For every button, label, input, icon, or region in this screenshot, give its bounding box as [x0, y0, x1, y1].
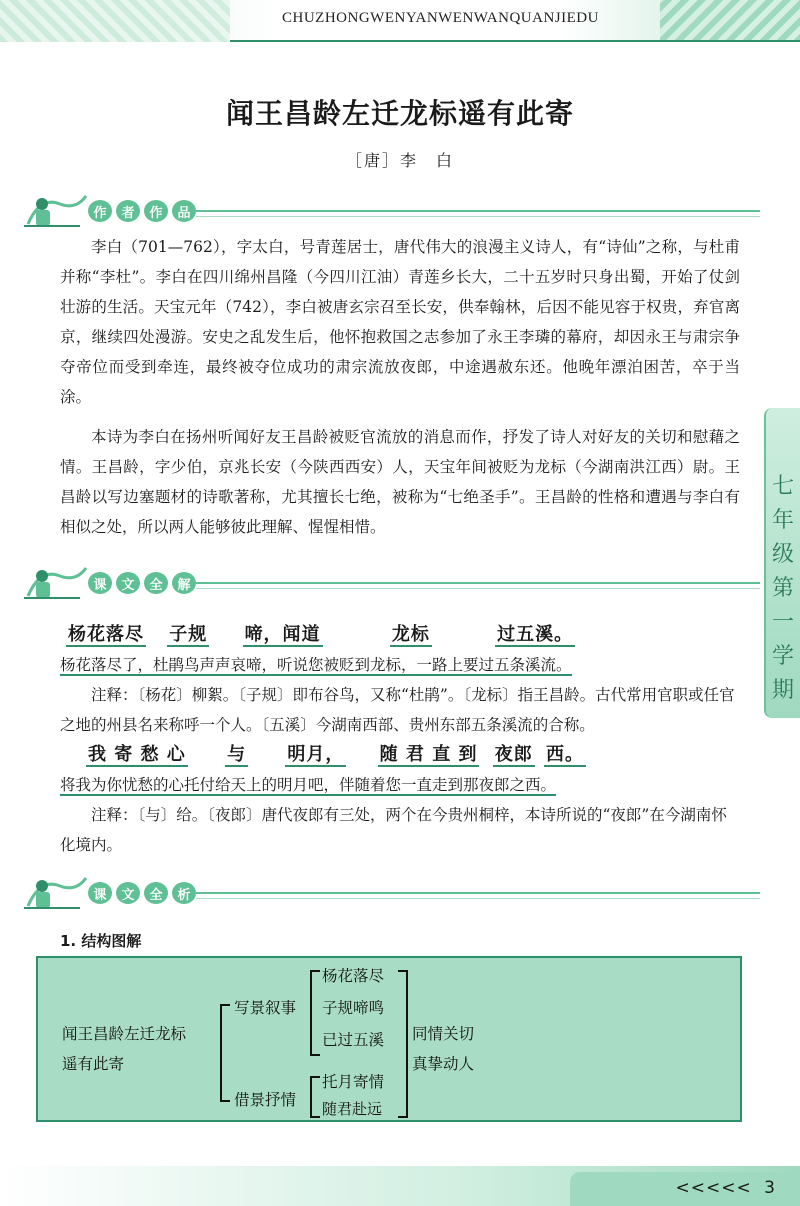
page-arrows: <<<<<	[675, 1178, 752, 1198]
branch-2-label: 借景抒情	[234, 1091, 297, 1109]
page-number-value: 3	[764, 1178, 776, 1198]
section-label-char: 文	[116, 572, 140, 594]
poem-line-2-note: 注释：〔与〕给。〔夜郎〕唐代夜郎有三处，两个在今贵州桐梓，本诗所说的“夜郎”在今湖南怀化境内。	[60, 806, 727, 854]
section-rule	[196, 210, 760, 212]
page-number	[676, 1178, 776, 1198]
branch-2-item: 托月寄情	[322, 1073, 385, 1091]
branch-1-brace	[310, 970, 320, 1056]
section-label-char: 全	[144, 572, 168, 594]
section-rule-thin	[196, 898, 760, 899]
reader-figure-icon	[20, 190, 90, 230]
poem-title: 闻王昌龄左迁龙标遥有此寄	[225, 97, 574, 130]
section-label-char: 者	[116, 200, 140, 222]
branch-2-item: 随君赴远	[322, 1100, 383, 1118]
poem-line-2-translation: 将我为你忧愁的心托付给天上的明月吧，伴随着您一直走到那夜郎之西。	[60, 776, 557, 794]
section-rule-thin	[196, 588, 760, 589]
main-brace	[220, 1004, 230, 1102]
branch-1-label: 写景叙事	[234, 999, 297, 1017]
section-label-char: 全	[144, 882, 168, 904]
section-label-char: 品	[172, 200, 196, 222]
header-ornament-right	[660, 0, 800, 42]
poem-line-2: 我 寄 愁 心 与 明月， 随 君 直 到 夜郎 西。	[88, 744, 585, 765]
side-tab-label: 七年级第一学期	[771, 474, 794, 703]
branch-2-brace	[310, 1076, 320, 1118]
poem-line-1-translation: 杨花落尽了，杜鹃鸟声声哀啼，听说您被贬到龙标，一路上要过五条溪流。	[60, 656, 572, 674]
branch-1-item: 子规啼鸣	[322, 999, 385, 1017]
conclusion-line-2: 真挚动人	[412, 1055, 475, 1073]
section-rule	[196, 892, 760, 894]
reader-figure-icon	[20, 872, 90, 912]
section-label-char: 文	[116, 882, 140, 904]
structure-diagram	[36, 956, 742, 1122]
poem-author: ［唐］李 白	[345, 151, 454, 170]
poem-line-1-note: 注释：〔杨花〕柳絮。〔子规〕即布谷鸟，又称“杜鹃”。〔龙标〕指王昌龄。古代常用官职或任官之地的州县名来称呼一个人。〔五溪〕今湖南西部、贵州东部五条溪流的合称。	[60, 686, 735, 734]
author-bio-paragraph: 李白（701—762），字太白，号青莲居士，唐代伟大的浪漫主义诗人，有“诗仙”之称，与杜甫并称“李杜”。李白在四川绵州昌隆（今四川江油）青莲乡长大，二十五岁时只身出蜀，开始了仗剑壮游的生活。天宝元年（742），李白被唐玄宗召至长安，供奉翰林，后因不能见容于权贵，弃官离京，继续四处漫游。安史之乱发生后，他怀抱救国之志参加了永王李璘的幕府，却因永王与肃宗争夺帝位而受到牵连，最终被夺位成功的肃宗流放夜郎，中途遇赦东还。他晚年漂泊困苦，卒于当涂。	[60, 238, 740, 406]
section-rule	[196, 582, 760, 584]
section-label-char: 课	[88, 572, 112, 594]
branch-1-item: 杨花落尽	[322, 967, 385, 985]
poem-background-paragraph: 本诗为李白在扬州听闻好友王昌龄被贬官流放的消息而作，抒发了诗人对好友的关切和慰藉之情。王昌龄，字少伯，京兆长安（今陕西西安）人，天宝年间被贬为龙标（今湖南洪江西）尉。王昌龄以写边塞题材的诗歌著称，尤其擅长七绝，被称为“七绝圣手”。王昌龄的性格和遭遇与李白有相似之处，所以两人能够彼此理解、惺惺相惜。	[60, 428, 740, 536]
section-label-char: 析	[172, 882, 196, 904]
running-title: CHUZHONGWENYANWENWANQUANJIEDU	[282, 10, 599, 26]
section-label-char: 解	[172, 572, 196, 594]
header-rule	[230, 40, 800, 42]
section-label-char: 作	[144, 200, 168, 222]
section-label-char: 课	[88, 882, 112, 904]
section-label-char: 作	[88, 200, 112, 222]
conclusion-line-1: 同情关切	[412, 1025, 475, 1043]
branch-1-item: 已过五溪	[322, 1031, 385, 1049]
poem-line-1: 杨花落尽 子规 啼，闻道 龙标 过五溪。	[68, 624, 574, 645]
section-rule-thin	[196, 216, 760, 217]
right-brace	[398, 970, 408, 1118]
structure-root-line-1: 闻王昌龄左迁龙标	[62, 1025, 187, 1043]
structure-heading: 1. 结构图解	[60, 932, 142, 950]
header-ornament-left	[0, 0, 230, 42]
reader-figure-icon	[20, 562, 90, 602]
structure-root-line-2: 遥有此寄	[62, 1055, 125, 1073]
